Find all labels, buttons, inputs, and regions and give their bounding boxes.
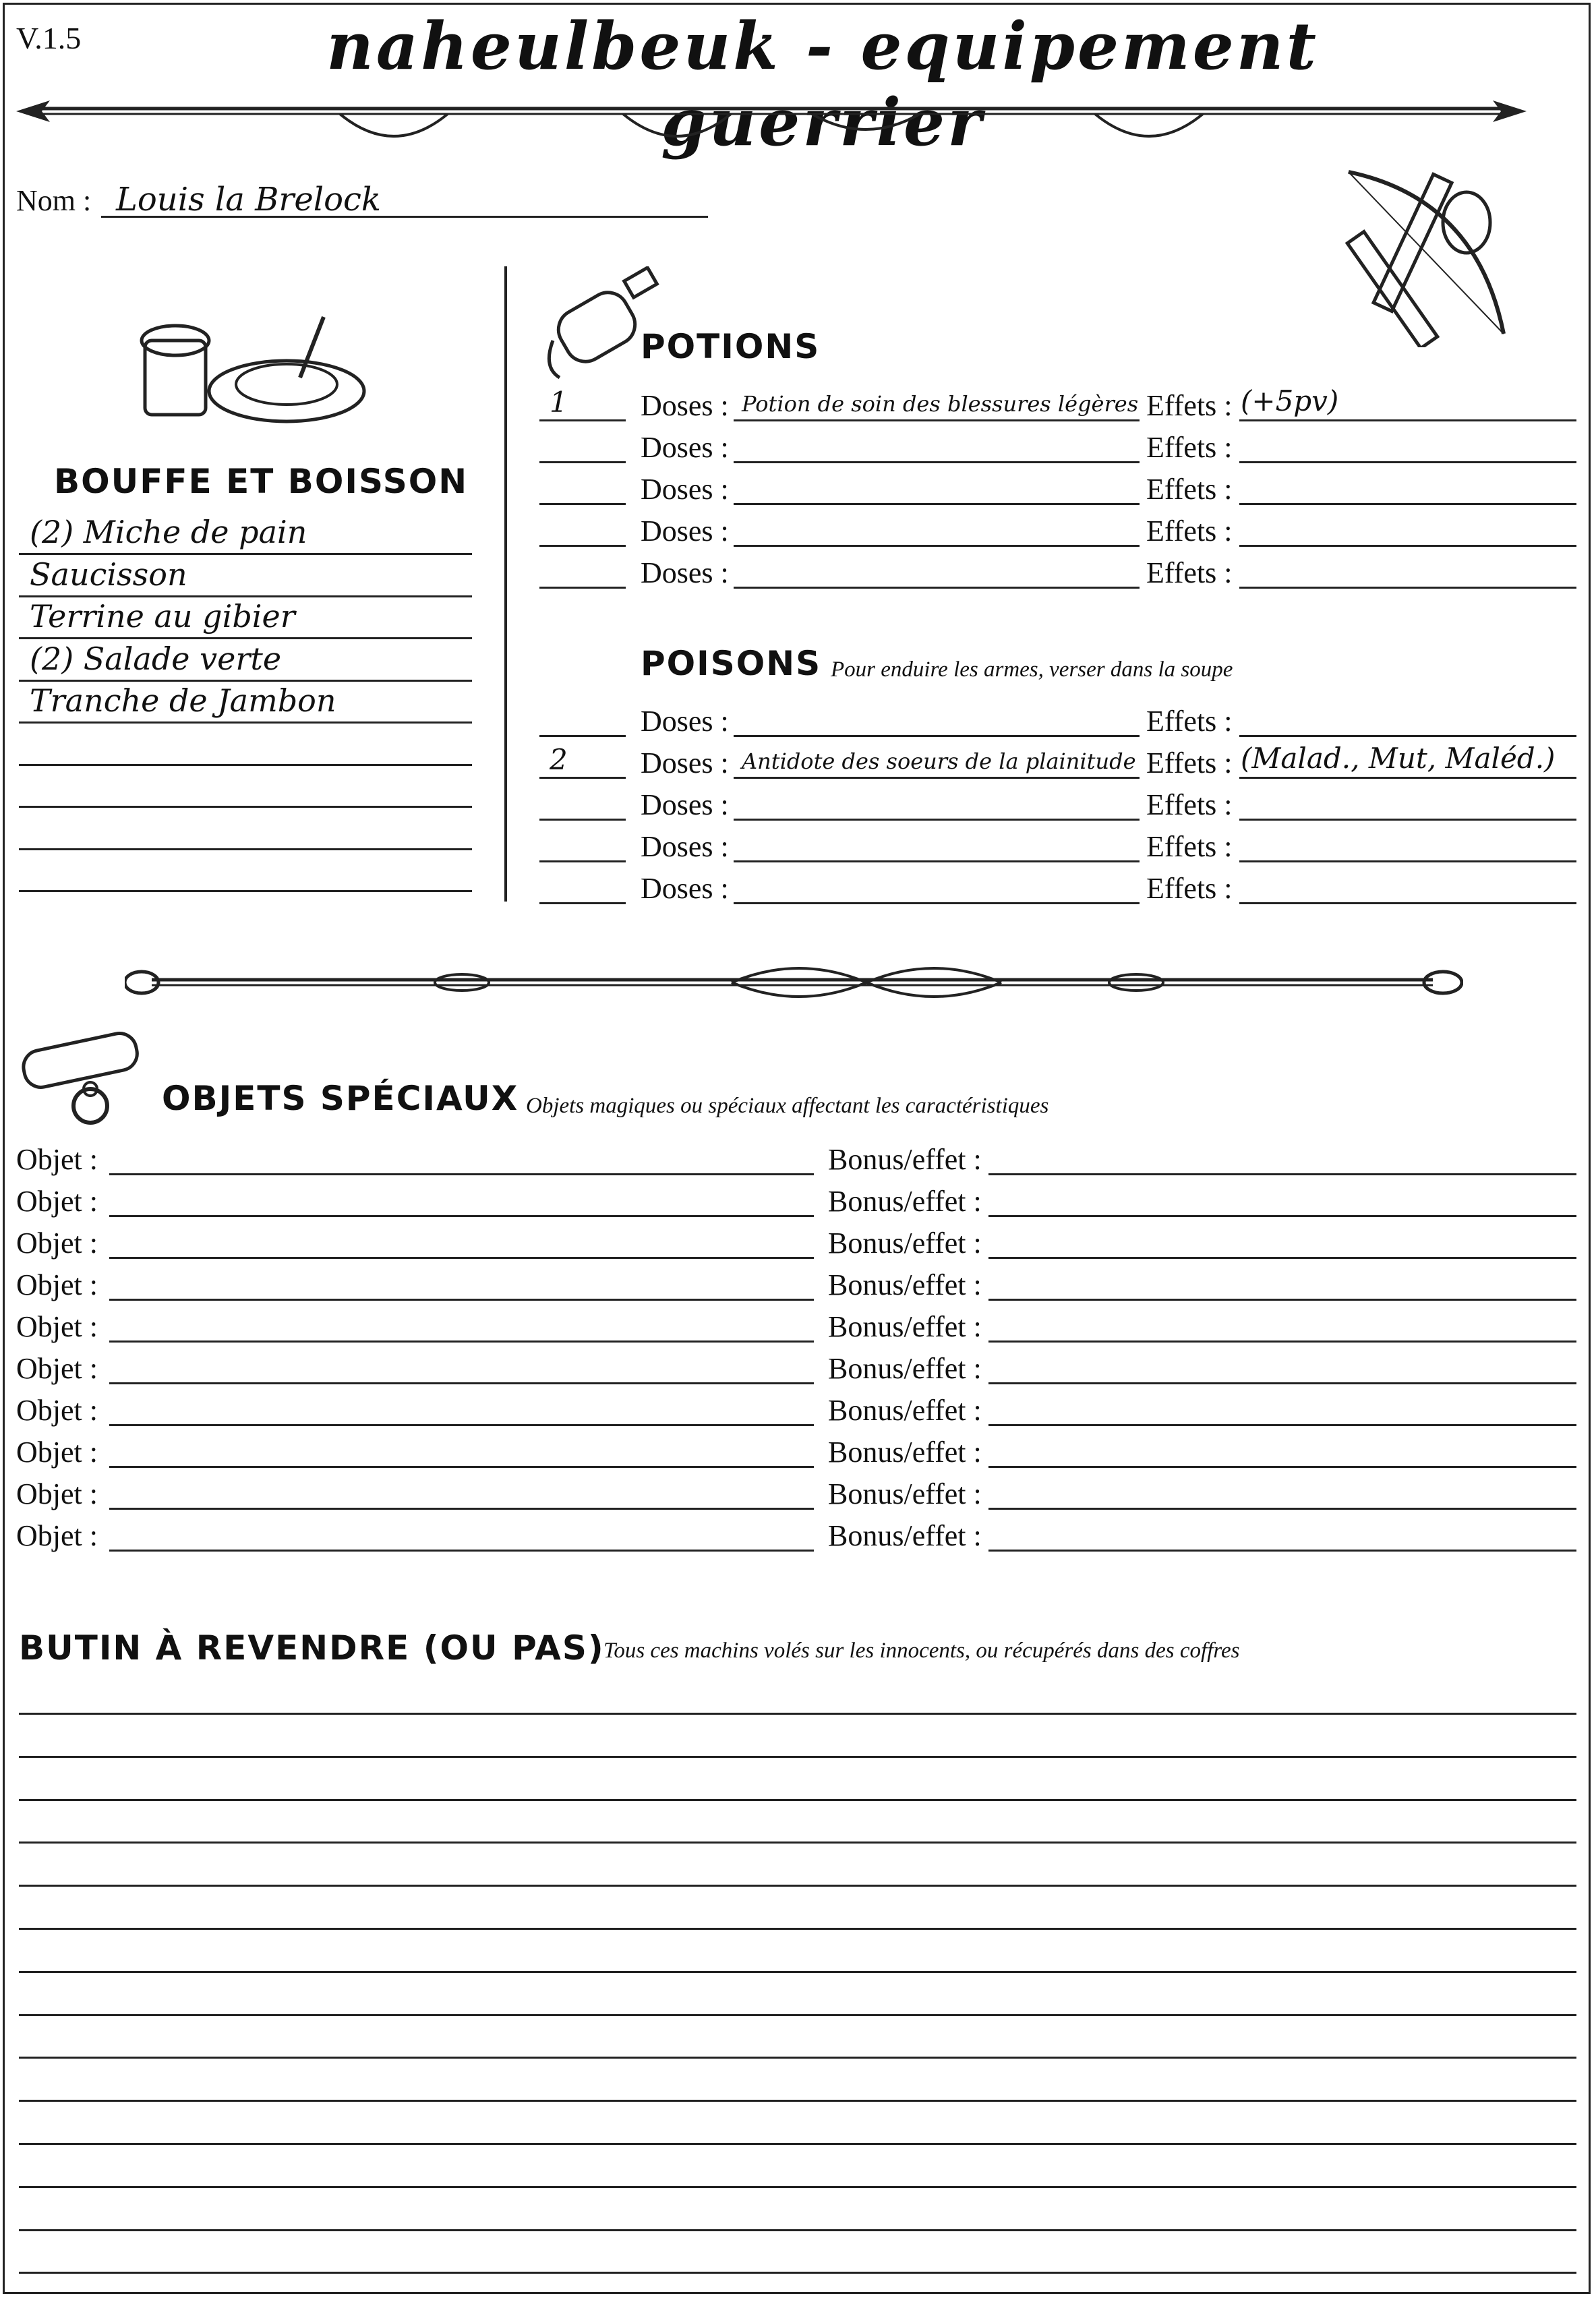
potions-doses-line xyxy=(734,461,1140,463)
bonus-field[interactable] xyxy=(988,1299,1576,1301)
poisons-title: POISONS xyxy=(641,644,822,683)
potions-effects-label: Effets : xyxy=(1146,514,1233,548)
potions-doses-line xyxy=(734,503,1140,505)
bonus-label: Bonus/effet : xyxy=(828,1352,982,1385)
staff-divider-icon xyxy=(125,954,1463,1008)
bonus-label: Bonus/effet : xyxy=(828,1268,982,1301)
object-field[interactable] xyxy=(109,1299,814,1301)
arrow-divider-icon xyxy=(16,84,1527,152)
potions-doses-line xyxy=(734,587,1140,589)
bonus-label: Bonus/effet : xyxy=(828,1477,982,1510)
potions-qty-line xyxy=(539,461,626,463)
object-field[interactable] xyxy=(109,1340,814,1343)
object-label: Objet : xyxy=(16,1310,98,1343)
poisons-effects-label: Effets : xyxy=(1146,746,1233,779)
potions-doses-label: Doses : xyxy=(641,431,729,464)
bonus-label: Bonus/effet : xyxy=(828,1143,982,1176)
bonus-field[interactable] xyxy=(988,1257,1576,1259)
version-label: V.1.5 xyxy=(16,21,82,55)
object-label: Objet : xyxy=(16,1227,98,1260)
special-title: OBJETS SPÉCIAUX xyxy=(162,1079,519,1118)
loot-line[interactable] xyxy=(19,2272,1576,2274)
object-field[interactable] xyxy=(109,1382,814,1384)
special-subtitle: Objets magiques ou spéciaux affectant les caractéristiques xyxy=(526,1094,1049,1118)
bonus-label: Bonus/effet : xyxy=(828,1436,982,1469)
potions-effects-line xyxy=(1239,419,1576,421)
object-field[interactable] xyxy=(109,1466,814,1468)
poisons-doses-label: Doses : xyxy=(641,872,729,905)
object-field[interactable] xyxy=(109,1257,814,1259)
poisons-qty[interactable]: 2 xyxy=(550,743,568,776)
bonus-label: Bonus/effet : xyxy=(828,1185,982,1218)
bonus-field[interactable] xyxy=(988,1424,1576,1426)
food-item[interactable]: Terrine au gibier xyxy=(30,598,295,635)
food-item[interactable]: (2) Salade verte xyxy=(30,640,282,677)
poisons-doses-value[interactable]: Antidote des soeurs de la plainitude xyxy=(742,748,1136,774)
potions-effects-value[interactable]: (+5pv) xyxy=(1241,384,1339,417)
name-field[interactable]: Louis la Brelock xyxy=(116,181,381,218)
poisons-subtitle: Pour enduire les armes, verser dans la soupe xyxy=(831,657,1233,682)
object-label: Objet : xyxy=(16,1352,98,1385)
bonus-field[interactable] xyxy=(988,1466,1576,1468)
food-line xyxy=(19,848,472,850)
bonus-label: Bonus/effet : xyxy=(828,1310,982,1343)
poisons-qty-line xyxy=(539,819,626,821)
poisons-doses-line xyxy=(734,735,1140,737)
bonus-field[interactable] xyxy=(988,1550,1576,1552)
food-line xyxy=(19,806,472,808)
weapons-icon xyxy=(1322,158,1524,347)
potions-effects-label: Effets : xyxy=(1146,431,1233,464)
loot-line[interactable] xyxy=(19,2229,1576,2231)
potions-doses-label: Doses : xyxy=(641,556,729,589)
potions-title: POTIONS xyxy=(641,327,821,366)
object-label: Objet : xyxy=(16,1477,98,1510)
poisons-doses-label: Doses : xyxy=(641,746,729,779)
column-divider xyxy=(504,266,507,902)
food-title: BOUFFE ET BOISSON xyxy=(54,462,469,501)
loot-line[interactable] xyxy=(19,2057,1576,2059)
object-field[interactable] xyxy=(109,1550,814,1552)
loot-line[interactable] xyxy=(19,2100,1576,2102)
loot-line[interactable] xyxy=(19,1971,1576,1973)
loot-line[interactable] xyxy=(19,2014,1576,2016)
object-label: Objet : xyxy=(16,1436,98,1469)
poisons-effects-value[interactable]: (Malad., Mut, Maléd.) xyxy=(1241,742,1556,775)
poisons-effects-line xyxy=(1239,902,1576,904)
food-line xyxy=(19,764,472,766)
food-line xyxy=(19,553,472,555)
food-icon xyxy=(138,303,367,432)
loot-line[interactable] xyxy=(19,1756,1576,1758)
object-label: Objet : xyxy=(16,1143,98,1176)
object-label: Objet : xyxy=(16,1268,98,1301)
potions-qty-line xyxy=(539,587,626,589)
loot-line[interactable] xyxy=(19,2186,1576,2188)
object-field[interactable] xyxy=(109,1173,814,1175)
poisons-doses-line xyxy=(734,777,1140,779)
poisons-qty-line xyxy=(539,860,626,862)
loot-line[interactable] xyxy=(19,1713,1576,1715)
object-label: Objet : xyxy=(16,1394,98,1427)
potions-doses-line xyxy=(734,419,1140,421)
loot-line[interactable] xyxy=(19,1799,1576,1801)
food-item[interactable]: Tranche de Jambon xyxy=(30,682,336,719)
potions-qty-line xyxy=(539,545,626,547)
object-field[interactable] xyxy=(109,1508,814,1510)
object-label: Objet : xyxy=(16,1519,98,1552)
poisons-doses-label: Doses : xyxy=(641,705,729,738)
page-title: naheulbeuk - equipement guerrier xyxy=(326,8,1319,160)
potions-qty[interactable]: 1 xyxy=(550,386,568,419)
food-line xyxy=(19,890,472,892)
potions-effects-label: Effets : xyxy=(1146,473,1233,506)
poisons-effects-label: Effets : xyxy=(1146,872,1233,905)
bonus-field[interactable] xyxy=(988,1215,1576,1217)
poisons-doses-line xyxy=(734,819,1140,821)
potions-effects-label: Effets : xyxy=(1146,389,1233,422)
poisons-effects-label: Effets : xyxy=(1146,705,1233,738)
loot-line[interactable] xyxy=(19,1885,1576,1887)
poisons-qty-line xyxy=(539,777,626,779)
bonus-label: Bonus/effet : xyxy=(828,1227,982,1260)
loot-line[interactable] xyxy=(19,1842,1576,1844)
poisons-effects-label: Effets : xyxy=(1146,830,1233,863)
bonus-label: Bonus/effet : xyxy=(828,1394,982,1427)
bonus-field[interactable] xyxy=(988,1382,1576,1384)
poisons-doses-line xyxy=(734,902,1140,904)
potions-doses-line xyxy=(734,545,1140,547)
poisons-doses-line xyxy=(734,860,1140,862)
potions-effects-line xyxy=(1239,545,1576,547)
poisons-doses-label: Doses : xyxy=(641,788,729,821)
potions-effects-line xyxy=(1239,587,1576,589)
poisons-effects-label: Effets : xyxy=(1146,788,1233,821)
potions-doses-value[interactable]: Potion de soin des blessures légères xyxy=(742,391,1139,417)
food-line xyxy=(19,680,472,682)
poisons-effects-line xyxy=(1239,860,1576,862)
bonus-field[interactable] xyxy=(988,1340,1576,1343)
potions-qty-line xyxy=(539,503,626,505)
food-line xyxy=(19,721,472,724)
food-line xyxy=(19,637,472,639)
potions-effects-label: Effets : xyxy=(1146,556,1233,589)
scroll-ring-icon xyxy=(16,1028,151,1129)
bonus-field[interactable] xyxy=(988,1508,1576,1510)
potions-doses-label: Doses : xyxy=(641,514,729,548)
poisons-qty-line xyxy=(539,735,626,737)
poisons-effects-line xyxy=(1239,777,1576,779)
object-label: Objet : xyxy=(16,1185,98,1218)
food-item[interactable]: (2) Miche de pain xyxy=(30,514,307,550)
potions-qty-line xyxy=(539,419,626,421)
potions-doses-label: Doses : xyxy=(641,473,729,506)
poisons-effects-line xyxy=(1239,735,1576,737)
object-field[interactable] xyxy=(109,1424,814,1426)
food-item[interactable]: Saucisson xyxy=(30,556,187,593)
potions-doses-label: Doses : xyxy=(641,389,729,422)
loot-subtitle: Tous ces machins volés sur les innocents, ou récupérés dans des coffres xyxy=(603,1639,1240,1663)
poisons-doses-label: Doses : xyxy=(641,830,729,863)
loot-line[interactable] xyxy=(19,2143,1576,2145)
poisons-effects-line xyxy=(1239,819,1576,821)
loot-line[interactable] xyxy=(19,1928,1576,1930)
poisons-qty-line xyxy=(539,902,626,904)
bonus-label: Bonus/effet : xyxy=(828,1519,982,1552)
food-line xyxy=(19,595,472,597)
loot-title: BUTIN À REVENDRE (OU PAS) xyxy=(19,1628,605,1668)
potions-effects-line xyxy=(1239,503,1576,505)
potions-effects-line xyxy=(1239,461,1576,463)
bonus-field[interactable] xyxy=(988,1173,1576,1175)
name-label: Nom : xyxy=(16,184,92,217)
object-field[interactable] xyxy=(109,1215,814,1217)
